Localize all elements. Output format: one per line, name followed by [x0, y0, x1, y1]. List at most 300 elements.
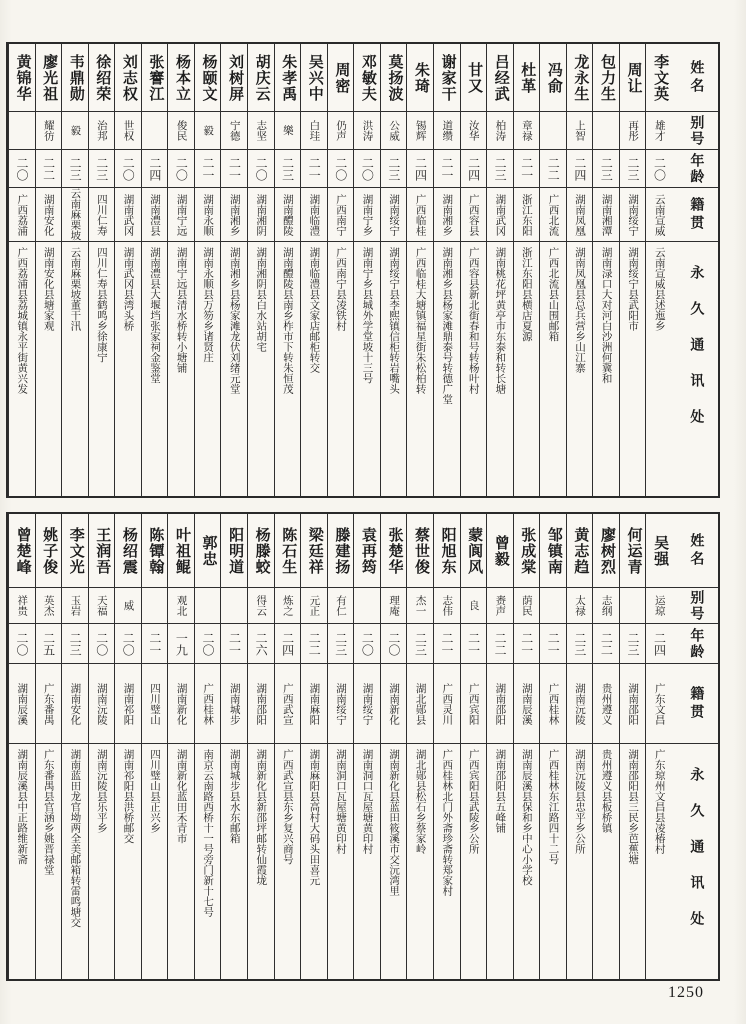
- person-alias-text: 志伟: [441, 595, 453, 616]
- header-address: 永久通讯处: [688, 265, 704, 445]
- person-alias: [36, 112, 62, 150]
- person-address: [9, 242, 35, 496]
- person-address-text: 湖南安化县塘家观: [42, 247, 54, 331]
- person-age: [275, 150, 301, 188]
- person-origin: [434, 664, 460, 744]
- person-address: [540, 744, 566, 979]
- person-origin-text: 湖南澧县: [149, 193, 161, 236]
- person-alias: [248, 588, 274, 624]
- person-column: [35, 44, 62, 496]
- person-address-text: 湖南临澧县文家店邮柜转交: [308, 247, 320, 373]
- person-address-text: 湖北郧县松石乡蔡家岭: [414, 749, 426, 854]
- person-age: [115, 624, 141, 664]
- person-address-text: 湖南湘阴县白水站胡宅: [255, 247, 267, 352]
- person-origin-text: 湖南城步: [228, 682, 240, 725]
- person-alias: [461, 588, 487, 624]
- person-name-text: 曾楚峰: [14, 526, 31, 575]
- person-alias-text: 荫民: [520, 595, 532, 616]
- person-alias: [195, 588, 221, 624]
- person-column: [327, 514, 354, 979]
- person-origin: [461, 188, 487, 242]
- person-name-text: 谢家干: [439, 53, 456, 102]
- person-age-text: 二三: [572, 631, 587, 656]
- person-address-text: 湖南城步县水东邮箱: [228, 749, 240, 844]
- person-column: [247, 514, 274, 979]
- person-age-text: 二一: [147, 631, 162, 656]
- person-column: [592, 44, 619, 496]
- person-age: [115, 150, 141, 188]
- person-age: [195, 624, 221, 664]
- person-address: [354, 242, 380, 496]
- person-origin: [487, 188, 513, 242]
- person-age-text: 二一: [227, 631, 242, 656]
- person-alias: [354, 588, 380, 624]
- person-address-text: 湖南辰溪县保和乡中心小学校: [520, 749, 532, 886]
- person-name: [381, 44, 407, 112]
- person-alias-text: 祥贵: [16, 595, 28, 616]
- person-name: [354, 514, 380, 588]
- person-name-text: 杨颐文: [200, 53, 217, 102]
- person-origin-text: 广西灵川: [441, 682, 453, 725]
- person-name: [89, 514, 115, 588]
- person-alias-text: 仍声: [334, 120, 346, 141]
- person-address-text: 广西桂林北门外斋珍斋转郑家村: [441, 749, 453, 896]
- person-name: [593, 44, 619, 112]
- person-origin-text: 湖南新化: [388, 682, 400, 725]
- person-alias: [275, 112, 301, 150]
- person-name: [248, 44, 274, 112]
- person-age: [89, 624, 115, 664]
- person-origin-text: 四川仁寿: [95, 193, 107, 236]
- person-origin-text: 湖南宁远: [175, 193, 187, 236]
- person-age: [620, 624, 646, 664]
- person-alias-text: 公威: [388, 120, 400, 141]
- person-origin-text: 湖南武冈: [122, 193, 134, 236]
- person-origin: [301, 664, 327, 744]
- person-address-text: 湖南桃花坪黄亭市东泰和转长塘: [494, 247, 506, 394]
- person-origin-text: 湖北郧县: [414, 682, 426, 725]
- person-origin-text: 湖南武冈: [494, 193, 506, 236]
- person-column: [380, 44, 407, 496]
- person-name: [434, 44, 460, 112]
- person-name: [36, 44, 62, 112]
- person-origin-text: 湖南绥宁: [334, 682, 346, 725]
- person-age: [36, 624, 62, 664]
- person-name: [514, 514, 540, 588]
- person-name: [168, 44, 194, 112]
- person-origin-text: 湖南安化: [42, 193, 54, 236]
- person-address-text: 广东琼州文昌县凌椿村: [653, 749, 665, 854]
- person-address: [168, 242, 194, 496]
- person-address-text: 湖南渌口大对河白沙洲何冀和: [600, 247, 612, 384]
- person-age: [461, 624, 487, 664]
- person-alias-text: 运琼: [653, 595, 665, 616]
- person-column: [486, 514, 513, 979]
- person-alias-text: 毅: [69, 125, 81, 136]
- person-origin: [593, 188, 619, 242]
- person-origin-text: 广东番禺: [42, 682, 54, 725]
- person-address: [593, 242, 619, 496]
- person-age-text: 二三: [625, 156, 640, 181]
- header-column: [672, 514, 718, 979]
- person-name: [275, 44, 301, 112]
- person-address: [461, 744, 487, 979]
- person-alias-text: 再彤: [627, 120, 639, 141]
- person-address: [407, 242, 433, 496]
- person-column: [141, 44, 168, 496]
- person-name: [620, 44, 646, 112]
- person-origin: [195, 664, 221, 744]
- person-name: [115, 44, 141, 112]
- person-address: [381, 744, 407, 979]
- person-address: [487, 744, 513, 979]
- person-address-text: 湖南洞口瓦屋塘黄印村: [334, 749, 346, 854]
- person-address: [62, 242, 88, 496]
- person-age: [62, 150, 88, 188]
- person-alias-text: 宁德: [228, 120, 240, 141]
- person-address: [221, 744, 247, 979]
- person-name: [461, 514, 487, 588]
- person-origin: [168, 188, 194, 242]
- person-age: [301, 150, 327, 188]
- person-address: [195, 242, 221, 496]
- person-alias-text: 洪涛: [361, 120, 373, 141]
- person-column: [141, 514, 168, 979]
- person-alias: [195, 112, 221, 150]
- person-name: [301, 514, 327, 588]
- person-origin: [62, 664, 88, 744]
- person-alias: [514, 588, 540, 624]
- directory-table-lower: [6, 512, 720, 981]
- person-name: [328, 44, 354, 112]
- person-age-text: 二二: [307, 631, 322, 656]
- header-age: 年龄: [672, 150, 718, 188]
- person-origin-text: 湖南湘阴: [255, 193, 267, 236]
- person-alias-text: 志纲: [600, 595, 612, 616]
- person-origin: [89, 664, 115, 744]
- person-alias-text: 理庵: [388, 595, 400, 616]
- person-alias-text: 志坚: [255, 120, 267, 141]
- person-alias-text: 杰一: [414, 595, 426, 616]
- person-address: [487, 242, 513, 496]
- person-alias-text: 英杰: [42, 595, 54, 616]
- person-age-text: 二一: [227, 156, 242, 181]
- person-name: [620, 514, 646, 588]
- person-column: [645, 44, 672, 496]
- person-name: [646, 514, 672, 588]
- person-address-text: 广西临桂大塘镇福星街朱松柏转: [414, 247, 426, 394]
- person-column: [35, 514, 62, 979]
- person-column: [300, 514, 327, 979]
- header-column: [672, 44, 718, 496]
- person-origin-text: 湖南绥宁: [361, 682, 373, 725]
- person-alias: [221, 112, 247, 150]
- person-origin: [381, 664, 407, 744]
- person-origin-text: 湖南凤凰: [574, 193, 586, 236]
- person-alias-text: 天福: [95, 595, 107, 616]
- person-age: [328, 624, 354, 664]
- person-name: [142, 44, 168, 112]
- person-address-text: 广西荔浦县荔城镇永平街黄兴发: [16, 247, 28, 394]
- person-name-text: 冯俞: [545, 61, 562, 94]
- person-origin-text: 云南麻栗坡: [69, 188, 81, 241]
- person-name-text: 周密: [333, 61, 350, 94]
- person-alias: [354, 112, 380, 150]
- person-origin-text: 湖南湘乡: [441, 193, 453, 236]
- person-alias-text: 耀彷: [42, 120, 54, 141]
- person-origin: [36, 664, 62, 744]
- person-age-text: 二三: [599, 156, 614, 181]
- person-column: [114, 514, 141, 979]
- person-address: [381, 242, 407, 496]
- person-alias: [168, 588, 194, 624]
- person-address: [195, 744, 221, 979]
- person-address: [434, 242, 460, 496]
- person-age: [168, 150, 194, 188]
- person-age-text: 二〇: [94, 631, 109, 656]
- header-age: 年龄: [672, 624, 718, 664]
- person-column: [539, 514, 566, 979]
- person-alias-text: 元正: [308, 595, 320, 616]
- person-age-text: 二〇: [360, 631, 375, 656]
- person-origin-text: 湖南醴陵: [281, 193, 293, 236]
- person-name-text: 黄锦华: [14, 53, 31, 102]
- header-name: 姓名: [672, 514, 718, 588]
- person-address-text: 南京云南路西桥十一号旁门新十七号: [202, 749, 214, 917]
- person-name-text: 张謇江: [147, 53, 164, 102]
- person-origin: [593, 664, 619, 744]
- person-age: [301, 624, 327, 664]
- person-age: [434, 624, 460, 664]
- person-origin: [248, 664, 274, 744]
- person-age-text: 二三: [386, 156, 401, 181]
- person-address: [301, 242, 327, 496]
- person-alias-text: 道缵: [441, 120, 453, 141]
- person-alias: [115, 112, 141, 150]
- person-name-text: 胡庆云: [253, 53, 270, 102]
- person-address-text: 湖南沅陵县乐平乡: [95, 749, 107, 833]
- person-alias: [593, 112, 619, 150]
- person-column: [327, 44, 354, 496]
- person-age: [62, 624, 88, 664]
- person-age-text: 二一: [466, 631, 481, 656]
- person-origin: [567, 188, 593, 242]
- person-address: [461, 242, 487, 496]
- person-origin: [620, 188, 646, 242]
- person-origin-text: 广西北流: [547, 193, 559, 236]
- person-address-text: 广西武宣县东乡复兴商号: [281, 749, 293, 865]
- person-name: [487, 44, 513, 112]
- person-name-text: 蒙阆风: [466, 526, 483, 575]
- person-alias: [461, 112, 487, 150]
- person-age-text: 二〇: [15, 156, 30, 181]
- person-age-text: 二一: [546, 631, 561, 656]
- person-name: [567, 44, 593, 112]
- person-origin-text: 贵州遵义: [600, 682, 612, 725]
- person-age-text: 二〇: [174, 156, 189, 181]
- person-name: [195, 44, 221, 112]
- person-alias: [381, 112, 407, 150]
- person-alias: [434, 112, 460, 150]
- person-age-text: 二一: [440, 156, 455, 181]
- person-column: [380, 514, 407, 979]
- person-column: [167, 44, 194, 496]
- person-age: [567, 150, 593, 188]
- person-age: [381, 150, 407, 188]
- person-origin-text: 湖南宁乡: [361, 193, 373, 236]
- person-address: [407, 744, 433, 979]
- person-column: [406, 44, 433, 496]
- person-age-text: 二五: [41, 631, 56, 656]
- person-origin: [115, 664, 141, 744]
- person-origin: [461, 664, 487, 744]
- person-age: [381, 624, 407, 664]
- person-alias: [407, 112, 433, 150]
- person-name: [593, 514, 619, 588]
- person-origin: [142, 188, 168, 242]
- person-name-text: 杨滕蛟: [253, 526, 270, 575]
- person-age: [540, 150, 566, 188]
- person-column: [566, 514, 593, 979]
- person-age-text: 二〇: [15, 631, 30, 656]
- person-column: [61, 44, 88, 496]
- person-origin: [354, 664, 380, 744]
- person-alias: [89, 112, 115, 150]
- person-age-text: 二三: [413, 631, 428, 656]
- person-age-text: 二〇: [652, 156, 667, 181]
- person-alias-text: 太禄: [574, 595, 586, 616]
- person-alias: [142, 112, 168, 150]
- person-address: [36, 744, 62, 979]
- person-name-text: 包力生: [598, 53, 615, 102]
- person-origin-text: 广西临桂: [414, 193, 426, 236]
- person-age-text: 二〇: [386, 631, 401, 656]
- person-age: [36, 150, 62, 188]
- person-alias-text: 炼之: [281, 595, 293, 616]
- person-column: [167, 514, 194, 979]
- person-address: [275, 744, 301, 979]
- person-name-text: 张楚华: [386, 526, 403, 575]
- person-age: [593, 624, 619, 664]
- person-origin: [514, 664, 540, 744]
- header-alias: 别号: [672, 112, 718, 150]
- person-origin-text: 湖南邵阳: [255, 682, 267, 725]
- person-age: [540, 624, 566, 664]
- person-address-text: 湖南湘乡县杨家滩龙伏刘绪元堂: [228, 247, 240, 394]
- person-alias-text: 樂: [281, 125, 293, 136]
- person-name-text: 朱琦: [413, 61, 430, 94]
- person-age-text: 二三: [68, 156, 83, 181]
- person-address: [328, 242, 354, 496]
- person-name-text: 甘又: [466, 61, 483, 94]
- person-alias-text: 锡辉: [414, 120, 426, 141]
- person-address-text: 湖南武冈县湾头桥: [122, 247, 134, 331]
- person-name: [434, 514, 460, 588]
- person-origin: [434, 188, 460, 242]
- person-name-text: 韦鼎勋: [67, 53, 84, 102]
- person-name-text: 姚子俊: [41, 526, 58, 575]
- person-age: [275, 624, 301, 664]
- person-name-text: 吴兴中: [306, 53, 323, 102]
- person-origin: [221, 188, 247, 242]
- person-age-text: 二〇: [200, 631, 215, 656]
- person-age-text: 二四: [147, 156, 162, 181]
- person-name-text: 梁廷祥: [306, 526, 323, 575]
- person-age: [9, 150, 35, 188]
- person-age: [434, 150, 460, 188]
- person-name-text: 朱孝禹: [280, 53, 297, 102]
- person-age: [168, 624, 194, 664]
- person-alias: [328, 112, 354, 150]
- person-origin-text: 湖南湘潭: [600, 193, 612, 236]
- person-address-text: 湖南永顺县万笏乡诸贤庄: [202, 247, 214, 363]
- person-address: [540, 242, 566, 496]
- person-address: [168, 744, 194, 979]
- person-name-text: 袁再筠: [359, 526, 376, 575]
- person-column: [61, 514, 88, 979]
- person-name-text: 滕建扬: [333, 526, 350, 575]
- person-name: [9, 44, 35, 112]
- person-alias-text: 柏涛: [494, 120, 506, 141]
- person-origin-text: 湖南临澧: [308, 193, 320, 236]
- person-alias: [593, 588, 619, 624]
- person-alias-text: 治邦: [95, 120, 107, 141]
- person-age-text: 二二: [599, 631, 614, 656]
- person-alias: [646, 588, 672, 624]
- person-name: [328, 514, 354, 588]
- person-name: [62, 44, 88, 112]
- person-alias: [142, 588, 168, 624]
- person-alias-text: 章禄: [520, 120, 532, 141]
- person-origin: [248, 188, 274, 242]
- person-origin-text: 广西桂林: [202, 682, 214, 725]
- person-name-text: 何运青: [625, 526, 642, 575]
- person-age: [142, 624, 168, 664]
- person-column: [592, 514, 619, 979]
- person-name: [567, 514, 593, 588]
- person-origin-text: 湖南湘乡: [228, 193, 240, 236]
- person-name: [275, 514, 301, 588]
- person-name-text: 周让: [625, 61, 642, 94]
- person-address: [9, 744, 35, 979]
- person-address: [115, 242, 141, 496]
- person-origin: [275, 664, 301, 744]
- person-column: [88, 514, 115, 979]
- person-alias: [540, 112, 566, 150]
- person-alias: [168, 112, 194, 150]
- person-age: [142, 150, 168, 188]
- person-alias: [9, 588, 35, 624]
- person-column: [433, 44, 460, 496]
- person-origin: [62, 188, 88, 242]
- person-origin-text: 广西宾阳: [467, 682, 479, 725]
- person-column: [353, 514, 380, 979]
- person-alias: [487, 112, 513, 150]
- person-origin-text: 广西荔浦: [16, 193, 28, 236]
- person-alias: [381, 588, 407, 624]
- person-age-text: 二二: [41, 156, 56, 181]
- person-address: [301, 744, 327, 979]
- person-age-text: 二二: [493, 631, 508, 656]
- person-name: [248, 514, 274, 588]
- person-address-text: 湖南新化县新邵坪邮转仙霞垅: [255, 749, 267, 886]
- person-address-text: 湖南蓝田龙官坳两全美邮箱转雷鸣塘交: [69, 749, 81, 928]
- person-origin-text: 湖南麻阳: [308, 682, 320, 725]
- person-name: [540, 44, 566, 112]
- person-origin-text: 湖南辰溪: [520, 682, 532, 725]
- person-name-text: 陈石生: [280, 526, 297, 575]
- person-origin: [142, 664, 168, 744]
